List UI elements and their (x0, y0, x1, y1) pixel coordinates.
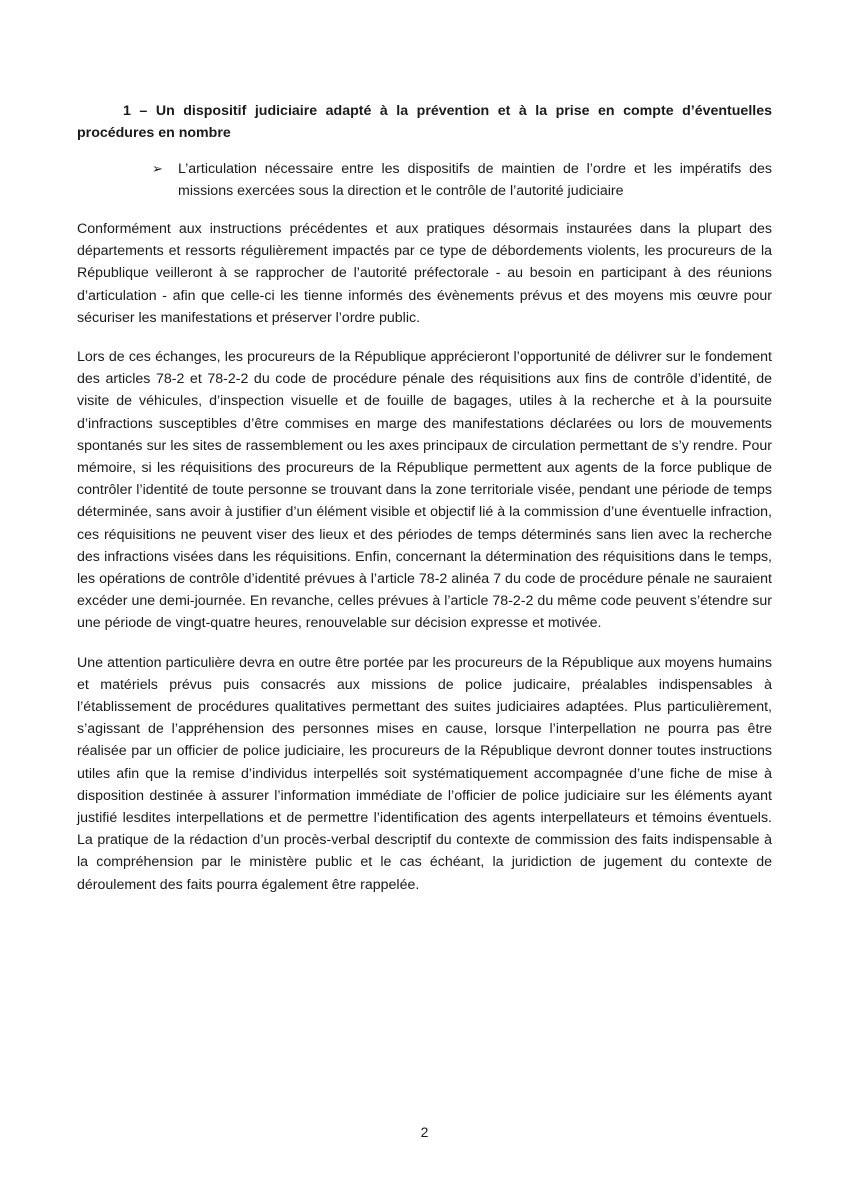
document-body (77, 100, 772, 913)
paragraph-1: Conformément aux instructions précédentes et aux pratiques désormais instaurées dans la plupart des départements et ressorts régulièrement impactés par ce type de débordements violents, les procureurs de la République veilleront à se rapprocher de l’autorité préfectorale - au besoin en participant à des réunions d’articulation - afin que celle-ci les tienne informés des évènements prévus et des moyens mis œuvre pour sécuriser les manifestations et préserver l’ordre public. (77, 221, 772, 326)
paragraph-3: Une attention particulière devra en outre être portée par les procureurs de la République aux moyens humains et matériels prévus puis consacrés aux missions de police judicaire, préalables indispensables à l’établissement de procédures qualitatives permettant des suites judiciaires adaptées. Plus particulièrement, s’agissant de l’appréhension des personnes mises en cause, lorsque l’interpellation ne pourra pas être réalisée par un officier de police judiciaire, les procureurs de la République devront donner toutes instructions utiles afin que la remise d’individus interpellés soit systématiquement accompagnée d’une fiche de mise à disposition destinée à assurer l’information immédiate de l’officier de police judiciaire sur les éléments ayant justifié lesdites interpellations et de permettre l’identification des agents interpellateurs et témoins éventuels. La pratique de la rédaction d’un procès-verbal descriptif du contexte de commission des faits indispensable à la compréhension par le ministère public et le cas échéant, la juridiction de jugement du contexte de déroulement des faits pourra également être rappelée. (77, 654, 772, 893)
bullet-item (77, 158, 772, 202)
page-number: 2 (420, 1124, 429, 1140)
arrow-bullet-icon: ➢ (152, 161, 163, 176)
paragraph-2: Lors de ces échanges, les procureurs de la République apprécieront l’opportunité de délivrer sur le fondement des articles 78-2 et 78-2-2 du code de procédure pénale des réquisitions aux fins de contrôle d’identité, de visite de véhicules, d’inspection visuelle et de fouille de bagages, utiles à la recherche et à la poursuite d’infractions susceptibles d’être commises en marge des manifestations déclarées ou lors de mouvements spontanés sur les sites de rassemblement ou les axes principaux de circulation permettant de s’y rendre. Pour mémoire, si les réquisitions des procureurs de la République permettent aux agents de la force publique de contrôler l’identité de toute personne se trouvant dans la zone territoriale visée, pendant une période de temps déterminée, sans avoir à justifier d’un élément visible et objectif lié à la commission d’une éventuelle infraction, ces réquisitions ne peuvent viser des lieux et des périodes de temps déterminés sans lien avec la recherche des infractions visées dans les réquisitions. Enfin, concernant la détermination des réquisitions dans le temps, les opérations de contrôle d’identité prévues à l’article 78-2 alinéa 7 du code de procédure pénale ne sauraient excéder une demi-journée. En revanche, celles prévues à l’article 78-2-2 du même code peuvent s’étendre sur une période de vingt-quatre heures, renouvelable sur décision expresse et motivée. (77, 349, 772, 632)
section-title: 1 – Un dispositif judiciaire adapté à la prévention et à la prise en compte d’éventuelles procédures en nombre (77, 103, 772, 141)
bullet-text: L’articulation nécessaire entre les dispositifs de maintien de l’ordre et les impératifs des missions exercées sous la direction et le contrôle de l’autorité judiciaire (178, 161, 772, 199)
